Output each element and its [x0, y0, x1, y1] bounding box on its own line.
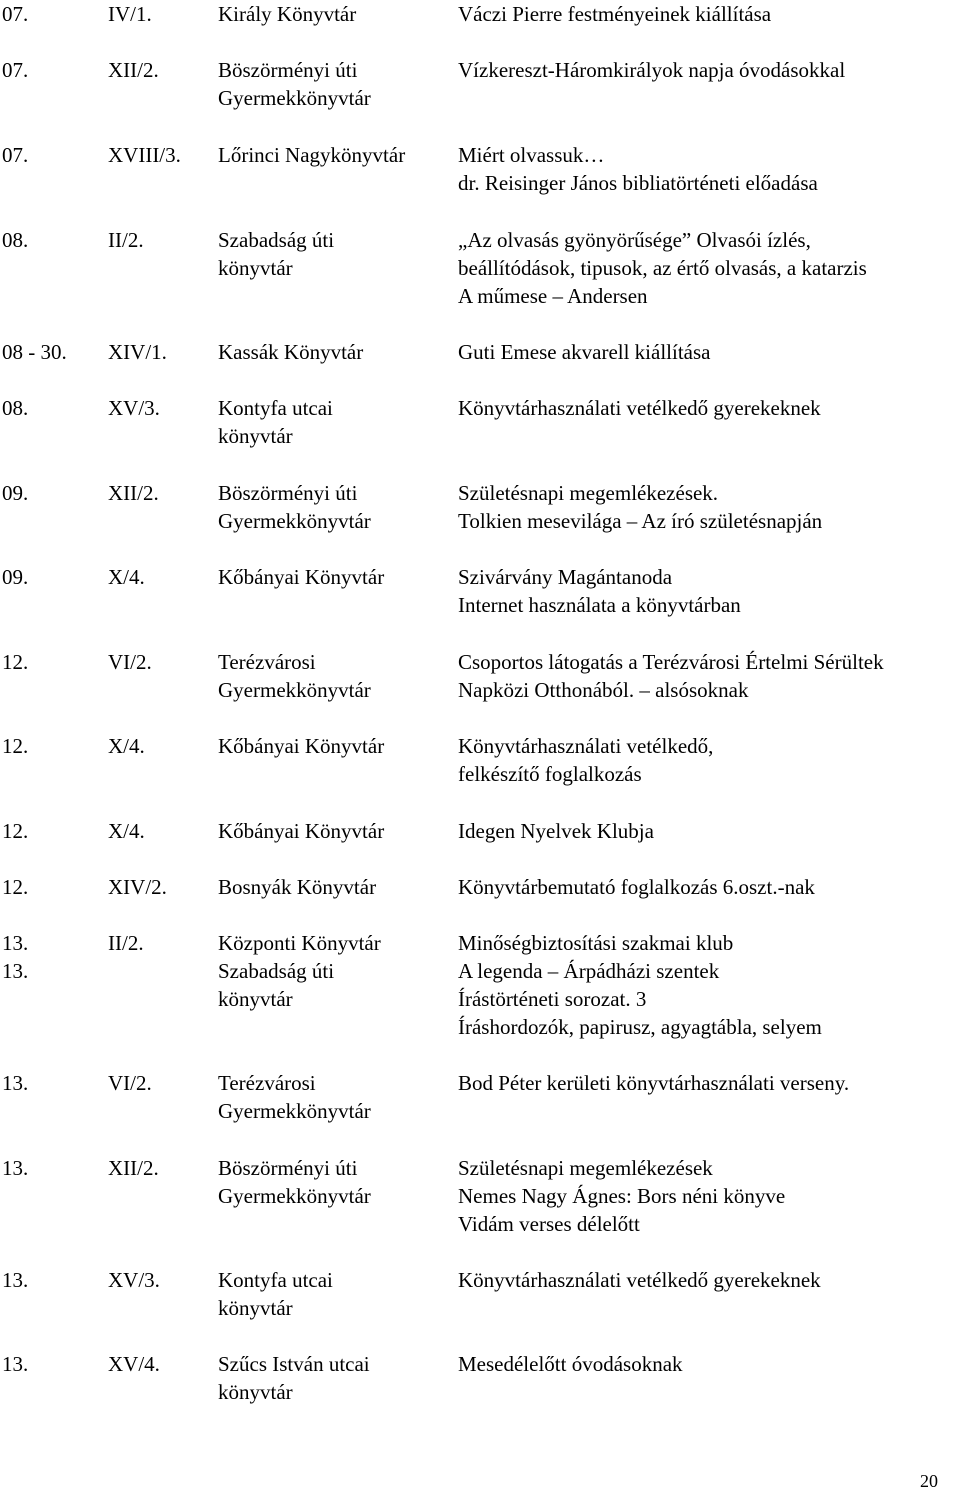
district-code — [108, 873, 167, 901]
district-code — [108, 1069, 152, 1097]
event-description-line: A műmese – Andersen — [458, 284, 648, 308]
event-description — [458, 732, 958, 788]
library-name — [218, 648, 454, 704]
library-name-line: Kontyfa utcai — [218, 396, 333, 420]
district-code-text: XII/2. — [108, 481, 159, 505]
library-name — [218, 394, 454, 450]
event-date-line: 13. — [2, 1071, 29, 1095]
event-description — [458, 1350, 958, 1378]
district-code — [108, 563, 145, 591]
event-date-line: 07. — [2, 58, 29, 82]
district-code-line: II/2. — [108, 931, 144, 955]
library-name-line: Kőbányai Könyvtár — [218, 819, 385, 843]
event-description — [458, 817, 958, 845]
event-description-line: dr. Reisinger János bibliatörténeti előadása — [458, 171, 818, 195]
district-code — [108, 929, 144, 957]
event-description — [458, 929, 958, 1041]
district-code — [108, 338, 167, 366]
library-name — [218, 226, 454, 282]
event-description-line: „Az olvasás gyönyörűsége” Olvasói ízlés, — [458, 228, 811, 252]
event-description-line: Születésnapi megemlékezések. — [458, 481, 719, 505]
library-name-line: könyvtár — [218, 1296, 293, 1320]
event-date-line: 12. — [2, 819, 29, 843]
event-date — [2, 563, 28, 591]
library-name-line: Szabadság úti — [218, 959, 335, 983]
district-code — [108, 141, 181, 169]
library-name — [218, 1154, 454, 1210]
event-date-line: 09. — [2, 565, 29, 589]
district-code-text: VI/2. — [108, 1071, 152, 1095]
event-description — [458, 479, 958, 535]
event-date — [2, 929, 28, 985]
library-name — [218, 479, 454, 535]
district-code-text: X/4. — [108, 819, 145, 843]
district-code — [108, 226, 144, 254]
district-code — [108, 817, 145, 845]
event-date-line: 13. — [2, 931, 29, 955]
library-name — [218, 1069, 454, 1125]
event-date — [2, 817, 28, 845]
library-name — [218, 563, 454, 591]
event-date — [2, 1350, 28, 1378]
library-name — [218, 1266, 454, 1322]
library-name — [218, 873, 454, 901]
event-description-line: Internet használata a könyvtárban — [458, 593, 741, 617]
district-code-text: II/2. — [108, 228, 144, 252]
event-date-line: 12. — [2, 875, 29, 899]
event-date-line: 07. — [2, 143, 29, 167]
district-code — [108, 732, 145, 760]
event-description-line: Születésnapi megemlékezések — [458, 1156, 713, 1180]
library-name-line: Terézvárosi — [218, 650, 316, 674]
district-code-text: XV/4. — [108, 1352, 160, 1376]
library-name-line: könyvtár — [218, 987, 293, 1011]
library-name-line: Böszörményi úti — [218, 481, 358, 505]
event-description-line: Könyvtárbemutató foglalkozás 6.oszt.-nak — [458, 875, 815, 899]
event-description-line: Vidám verses délelőtt — [458, 1212, 640, 1236]
event-description-line: felkészítő foglalkozás — [458, 762, 642, 786]
event-date — [2, 0, 28, 28]
event-description-line: Könyvtárhasználati vetélkedő gyerekeknek — [458, 396, 821, 420]
library-name-line: Kontyfa utcai — [218, 1268, 333, 1292]
event-description-line: Könyvtárhasználati vetélkedő, — [458, 734, 714, 758]
library-name-line: Kőbányai Könyvtár — [218, 734, 385, 758]
library-name-line: Király Könyvtár — [218, 2, 357, 26]
event-description-line: Miért olvassuk… — [458, 143, 605, 167]
event-date-line: 07. — [2, 2, 29, 26]
event-date-line: 13. — [2, 1156, 29, 1180]
district-code — [108, 394, 160, 422]
event-description-line: Idegen Nyelvek Klubja — [458, 819, 654, 843]
event-date — [2, 1266, 28, 1294]
event-date-line: 08. — [2, 396, 29, 420]
library-name-line: Szűcs István utcai — [218, 1352, 370, 1376]
event-description-line: Bod Péter kerületi könyvtárhasználati verseny. — [458, 1071, 850, 1095]
event-date — [2, 648, 28, 676]
library-name-line: Gyermekkönyvtár — [218, 509, 371, 533]
library-name-line: Gyermekkönyvtár — [218, 86, 371, 110]
event-date-line: 13. — [2, 1268, 29, 1292]
event-description-line: Vízkereszt-Háromkirályok napja óvodásokkal — [458, 58, 846, 82]
district-code-text: XIV/2. — [108, 875, 167, 899]
district-code — [108, 1154, 159, 1182]
district-code-text: XVIII/3. — [108, 143, 181, 167]
district-code-text: XII/2. — [108, 1156, 159, 1180]
event-description-line: Csoportos látogatás a Terézvárosi Értelmi Sérültek — [458, 650, 884, 674]
event-date — [2, 394, 28, 422]
library-name-line: Terézvárosi — [218, 1071, 316, 1095]
event-description-line: Könyvtárhasználati vetélkedő gyerekeknek — [458, 1268, 821, 1292]
event-description — [458, 1069, 958, 1097]
library-name-line: könyvtár — [218, 1380, 293, 1404]
event-date — [2, 56, 28, 84]
event-date — [2, 226, 28, 254]
district-code-text: XIV/1. — [108, 340, 167, 364]
district-code — [108, 1266, 160, 1294]
event-date — [2, 338, 67, 366]
event-date — [2, 732, 28, 760]
event-description-line: Mesedélelőtt óvodásoknak — [458, 1352, 683, 1376]
event-description-line: Tolkien mesevilága – Az író születésnapján — [458, 509, 823, 533]
library-name-line: Szabadság úti — [218, 228, 335, 252]
library-name-line: Böszörményi úti — [218, 1156, 358, 1180]
event-description-line: Minőségbiztosítási szakmai klub — [458, 931, 734, 955]
event-date — [2, 141, 28, 169]
district-code-text: VI/2. — [108, 650, 152, 674]
library-name-line: Böszörményi úti — [218, 58, 358, 82]
district-code — [108, 648, 152, 676]
district-code-text: XV/3. — [108, 396, 160, 420]
event-description-line: Írástörténeti sorozat. 3 — [458, 987, 647, 1011]
district-code-text: IV/1. — [108, 2, 152, 26]
event-date-line: 13. — [2, 959, 29, 983]
library-name — [218, 141, 454, 169]
event-description — [458, 56, 958, 84]
event-description-line: Nemes Nagy Ágnes: Bors néni könyve — [458, 1184, 786, 1208]
district-code — [108, 1350, 160, 1378]
event-date — [2, 1069, 28, 1097]
library-name-line: Kassák Könyvtár — [218, 340, 364, 364]
district-code-text: X/4. — [108, 734, 145, 758]
event-description — [458, 563, 958, 619]
library-name — [218, 56, 454, 112]
event-date-line: 09. — [2, 481, 29, 505]
library-name — [218, 0, 454, 28]
library-name-line: Központi Könyvtár — [218, 931, 381, 955]
library-name-line: könyvtár — [218, 424, 293, 448]
library-name-line: Lőrinci Nagykönyvtár — [218, 143, 406, 167]
library-name-line: Gyermekkönyvtár — [218, 1184, 371, 1208]
event-description-line: Guti Emese akvarell kiállítása — [458, 340, 711, 364]
event-description — [458, 141, 958, 197]
library-name — [218, 338, 454, 366]
event-description — [458, 0, 958, 28]
event-description-line: Szivárvány Magántanoda — [458, 565, 673, 589]
district-code — [108, 56, 159, 84]
library-name — [218, 817, 454, 845]
event-date-line: 08. — [2, 228, 29, 252]
library-name — [218, 1350, 454, 1406]
event-description — [458, 394, 958, 422]
event-description-line: Íráshordozók, papirusz, agyagtábla, selyem — [458, 1015, 822, 1039]
event-description-line: Napközi Otthonából. – alsósoknak — [458, 678, 749, 702]
event-description — [458, 1266, 958, 1294]
library-name — [218, 732, 454, 760]
district-code — [108, 479, 159, 507]
event-date-line: 12. — [2, 650, 29, 674]
event-date-line: 08 - 30. — [2, 340, 67, 364]
event-date-line: 13. — [2, 1352, 29, 1376]
event-date — [2, 1154, 28, 1182]
library-name-line: Gyermekkönyvtár — [218, 1099, 371, 1123]
event-date-line: 12. — [2, 734, 29, 758]
event-description — [458, 648, 958, 704]
event-description — [458, 873, 958, 901]
event-description — [458, 1154, 958, 1238]
event-description-line: A legenda – Árpádházi szentek — [458, 959, 720, 983]
library-name-line: könyvtár — [218, 256, 293, 280]
event-date — [2, 873, 28, 901]
library-name-line: Kőbányai Könyvtár — [218, 565, 385, 589]
district-code-text: X/4. — [108, 565, 145, 589]
district-code-text: XV/3. — [108, 1268, 160, 1292]
event-description-line: Váczi Pierre festményeinek kiállítása — [458, 2, 772, 26]
district-code — [108, 0, 152, 28]
district-code-text: XII/2. — [108, 58, 159, 82]
page-number: 20 — [920, 1471, 938, 1491]
event-date — [2, 479, 28, 507]
event-description-line: beállítódások, tipusok, az értő olvasás, a katarzis — [458, 256, 867, 280]
library-name-line: Gyermekkönyvtár — [218, 678, 371, 702]
event-description — [458, 338, 958, 366]
event-description — [458, 226, 958, 310]
library-name-line: Bosnyák Könyvtár — [218, 875, 377, 899]
library-name — [218, 929, 454, 1013]
